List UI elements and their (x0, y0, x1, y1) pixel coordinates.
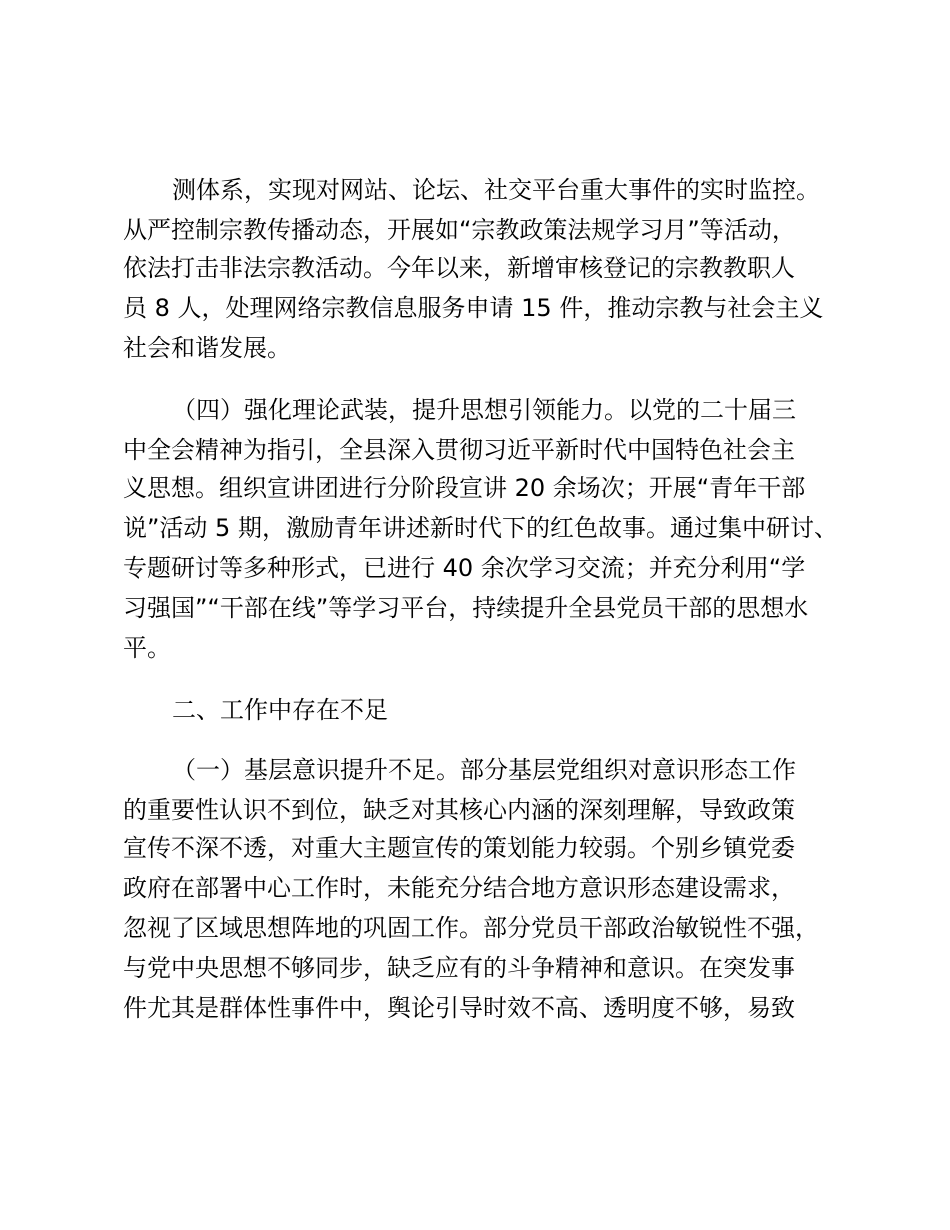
text-line: 忽视了区域思想阵地的巩固工作。部分党员干部政治敏锐性不强， (123, 914, 819, 942)
text-line: （四）强化理论武装，提升思想引领能力。以党的二十届三 (172, 396, 796, 424)
text-line: 义思想。组织宣讲团进行分阶段宣讲 20 余场次；开展“青年干部 (123, 474, 806, 502)
text-line: 与党中央思想不够同步，缺乏应有的斗争精神和意识。在突发事 (123, 954, 795, 982)
text-line: 社会和谐发展。 (123, 334, 291, 362)
text-line: 说”活动 5 期，激励青年讲述新时代下的红色故事。通过集中研讨、 (123, 514, 838, 542)
text-line: 中全会精神为指引，全县深入贯彻习近平新时代中国特色社会主 (123, 436, 795, 464)
text-line: 的重要性认识不到位，缺乏对其核心内涵的深刻理解，导致政策 (123, 796, 795, 824)
text-line: 平。 (123, 634, 171, 662)
text-line: 从严控制宗教传播动态，开展如“宗教政策法规学习月”等活动， (123, 216, 796, 244)
text-line: 测体系，实现对网站、论坛、社交平台重大事件的实时监控。 (172, 176, 820, 204)
text-line: 专题研讨等多种形式，已进行 40 余次学习交流；并充分利用“学 (123, 554, 806, 582)
text-line: 宣传不深不透，对重大主题宣传的策划能力较弱。个别乡镇党委 (123, 834, 795, 862)
text-line: 依法打击非法宗教活动。今年以来，新增审核登记的宗教教职人 (123, 254, 795, 282)
text-line: （一）基层意识提升不足。部分基层党组织对意识形态工作 (172, 756, 796, 784)
text-line: 政府在部署中心工作时，未能充分结合地方意识形态建设需求， (123, 874, 795, 902)
text-line: 员 8 人，处理网络宗教信息服务申请 15 件，推动宗教与社会主义 (123, 294, 824, 322)
text-line: 习强国”“干部在线”等学习平台，持续提升全县党员干部的思想水 (123, 594, 809, 622)
text-line: 件尤其是群体性事件中，舆论引导时效不高、透明度不够，易致 (123, 994, 795, 1022)
section-heading: 二、工作中存在不足 (172, 696, 388, 724)
